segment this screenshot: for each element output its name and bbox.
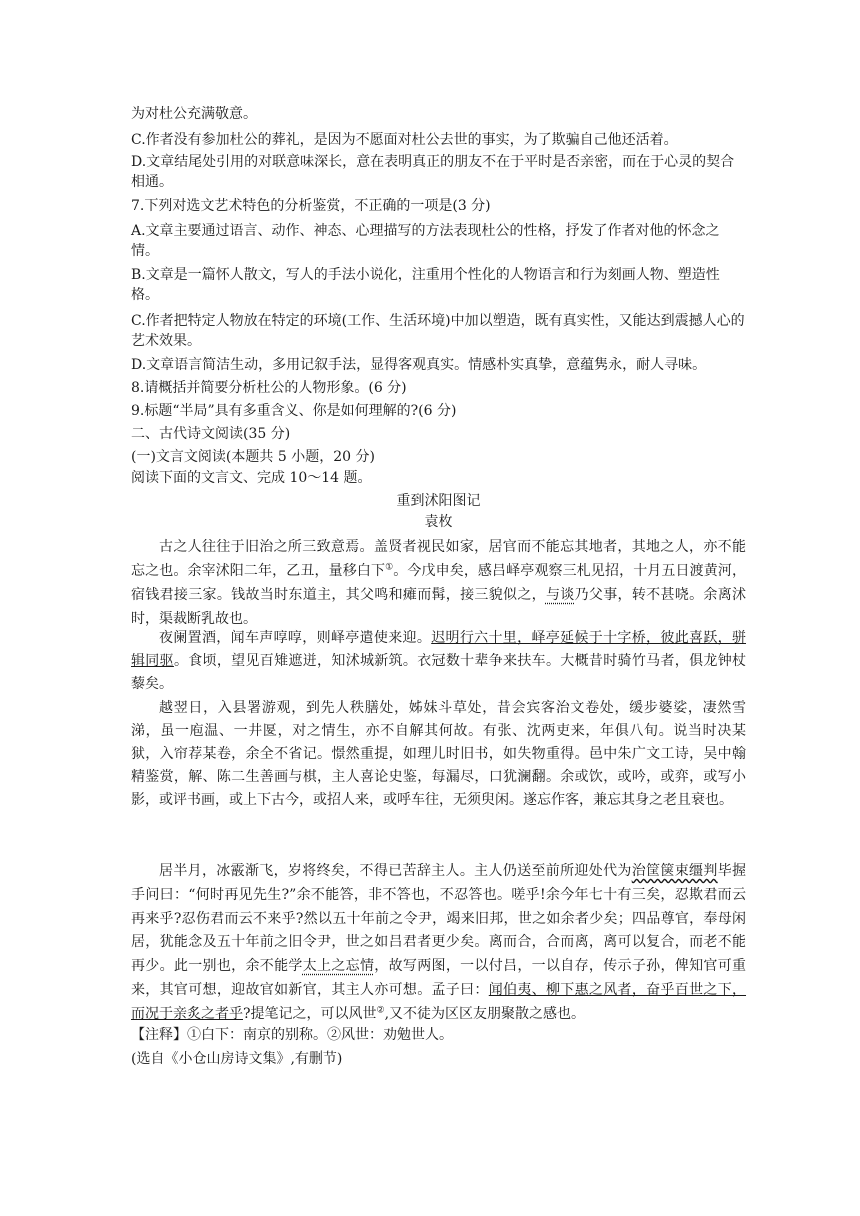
- reading-instruction: 阅读下面的文言文、完成 10～14 题。: [131, 470, 372, 486]
- paragraph-3: 越翌日，入县署游观，到先人秩膳处，姊妹斗草处，昔会宾客治文卷处，缓步婆娑，凄然雪涕，虽一庖温、一井匽，对之情生，亦不自解其何故。有张、沈两吏来，年俱八旬。说当时决某狱，入帘荐某卷，余全不省记。憬然重提，如理儿时旧书，如失物重得。邑中朱广文工诗，吴中翰精鉴赏，解、陈二生善画与棋，主人喜论史鉴，每漏尽，口犹澜翻。余或饮，或吟，或弈，或写小影，或评书画，或上下古今，或招人来，或呼车往，无须臾闲。遂忘作客，兼忘其身之老且衰也。: [131, 700, 746, 808]
- dotted-phrase: 与谈: [545, 587, 575, 603]
- wavy-underlined-phrase: 治筐箧束缰判: [631, 863, 718, 879]
- paragraph-2: 夜阑置酒，闻车声啍啍，则峄亭遣使来迎。迟明行六十里，峄亭延候于十字桥，彼此喜跃，骈辑同驱。食顷，望见百雉遮迸，知沭城新筑。衣冠数十辈争来扶车。大概昔时骑竹马者，俱龙钟杖藜矣。: [131, 630, 747, 692]
- source-citation: (选自《小仓山房诗文集》,有删节): [131, 1051, 343, 1067]
- subsection-heading: (一)文言文阅读(本题共 5 小题，20 分): [131, 449, 375, 465]
- q7-option-d: D.文章语言简洁生动，多用记叙手法，显得客观真实。情感朴实真挚，意蕴隽永，耐人寻味。: [131, 357, 707, 373]
- q6-option-c: C.作者没有参加杜公的葬礼，是因为不愿面对杜公去世的事实，为了欺骗自己他还活着。: [131, 132, 678, 148]
- footnote-ref-1: ①: [385, 562, 394, 573]
- underlined-quote: 闻伯夷、柳下惠之风者，奋乎百世之下，而况于亲炙之者乎: [131, 981, 747, 1022]
- q8-question: 8.请概括并简要分析杜公的人物形象。(6 分): [131, 380, 407, 396]
- q7-stem: 7.下列对选文艺术特色的分析鉴赏，不正确的一项是(3 分): [131, 198, 491, 214]
- paragraph-1: 古之人往往于旧治之所三致意焉。盖贤者视民如家，居官而不能忘其地者，其地之人，亦不能忘之也。余宰沭阳二年，乙丑，量移白下①。今戊申矣，感吕峄亭观察三札见招，十月五日渡黄河，宿钱君接三家。钱故当时东道主，其父鸣和瘫而髯，接三貌似之，与谈乃父事，转不甚哓。余离沭时，渠裁断乳故也。: [131, 539, 747, 627]
- paragraph-4: 居半月，冰霰渐飞，岁将终矣，不得已苦辞主人。主人仍送至前所迎处代为治筐箧束缰判毕握手问曰：“何时再见先生?”余不能答，非不答也，不忍答也。嗟乎!余今年七十有三矣，忍欺君而云再来乎?忍伤君而云不来乎?然以五十年前之令尹，竭来旧邦，世之如余者少矣；四品尊官，奉母闲居，犹能念及五十年前之旧令尹，世之如吕君者更少矣。离而合，合而离，离可以复合，而老不能再少。此一别也，余不能学太上之忘情，故写两图，一以付吕，一以自存，传示子孙，俾知官可重来，其官可想，迎故官如新官，其主人亦可想。孟子曰：闻伯夷、柳下惠之风者，奋乎百世之下，而况于亲炙之者乎?提笔记之，可以风世②,又不徒为区区友朋聚散之感也。: [131, 863, 747, 1022]
- q7-option-a: A.文章主要通过语言、动作、神态、心理描写的方法表现杜公的性格，抒发了作者对他的怀念之情。: [131, 223, 720, 259]
- q6-option-d: D.文章结尾处引用的对联意味深长，意在表明真正的朋友不在于平时是否亲密，而在于心灵的契合相通。: [131, 154, 735, 190]
- passage-author: 袁枚: [424, 514, 453, 530]
- dotted-phrase-2: 太上之忘情: [302, 958, 375, 975]
- q9-question: 9.标题“半局”具有多重含义、你是如何理解的?(6 分): [131, 403, 457, 419]
- underlined-sentence: 迟明行六十里，峄亭延候于十字桥，彼此喜跃，骈辑同驱: [131, 630, 747, 669]
- q6-option-b-tail: 为对杜公充满敬意。: [131, 106, 257, 122]
- footnote-ref-2: ②: [376, 1005, 385, 1016]
- q7-option-c: C.作者把特定人物放在特定的环境(工作、生活环境)中加以塑造，既有真实性，又能达到震撼人心的艺术效果。: [131, 313, 745, 349]
- annotation: 【注释】①白下：南京的别称。②风世：劝勉世人。: [131, 1027, 453, 1043]
- passage-title: 重到沭阳图记: [396, 493, 481, 509]
- q7-option-b: B.文章是一篇怀人散文，写人的手法小说化，注重用个性化的人物语言和行为刻画人物、塑造性格。: [131, 267, 720, 303]
- section-heading: 二、古代诗文阅读(35 分): [131, 426, 291, 442]
